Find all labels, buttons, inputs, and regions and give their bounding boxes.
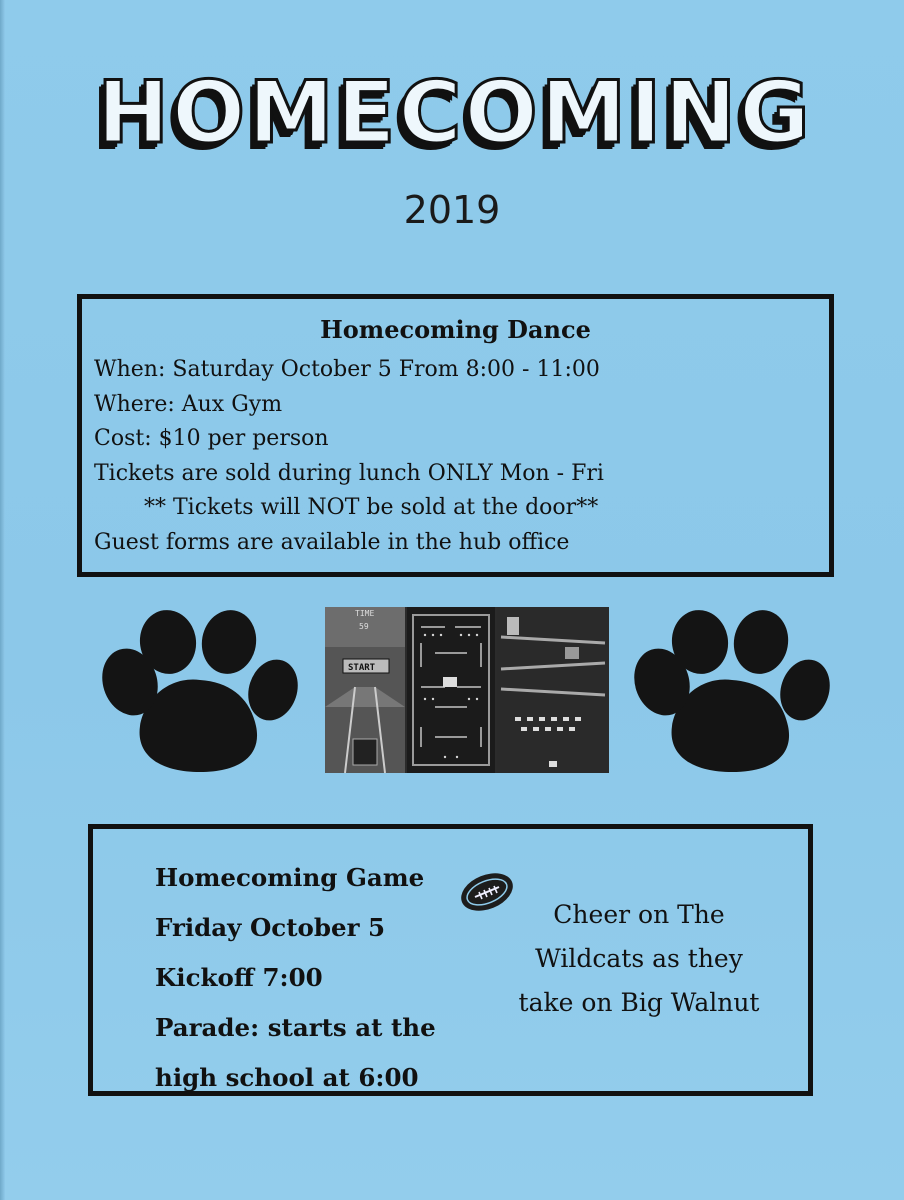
paw-print-icon [98, 608, 302, 776]
dance-tickets-note: ** Tickets will NOT be sold at the door** [144, 495, 599, 520]
dance-heading: Homecoming Dance [320, 315, 591, 344]
cheer-line: Cheer on The [553, 900, 725, 929]
arcade-time-label: TIME [355, 609, 375, 618]
dance-tickets: Tickets are sold during lunch ONLY Mon - Fri [94, 460, 604, 486]
cheer-message [479, 893, 799, 1025]
cheer-line: Wildcats as they [535, 944, 743, 973]
game-kickoff: Kickoff 7:00 [155, 963, 323, 992]
arcade-start-label: START [348, 663, 376, 673]
dance-cost: Cost: $10 per person [94, 426, 329, 451]
arcade-games-image [325, 607, 609, 773]
game-heading: Homecoming Game [155, 863, 425, 892]
paw-print-icon [630, 608, 834, 776]
cheer-line: take on Big Walnut [518, 988, 760, 1017]
dance-when: When: Saturday October 5 From 8:00 - 11:00 [94, 357, 600, 382]
page-title: HOMECOMING [97, 63, 813, 163]
dance-info-box [77, 294, 834, 577]
parade-location: high school at 6:00 [155, 1063, 419, 1092]
dance-where: Where: Aux Gym [94, 391, 283, 417]
dance-guest-forms: Guest forms are available in the hub office [94, 529, 570, 555]
paper-edge [0, 0, 5, 1200]
game-info-box [88, 824, 813, 1096]
game-details [155, 853, 436, 1103]
arcade-time-value: 59 [359, 622, 369, 631]
parade-start: Parade: starts at the [155, 1013, 436, 1042]
dance-details [94, 353, 604, 560]
game-date: Friday October 5 [155, 913, 386, 942]
event-year: 2019 [403, 188, 501, 232]
